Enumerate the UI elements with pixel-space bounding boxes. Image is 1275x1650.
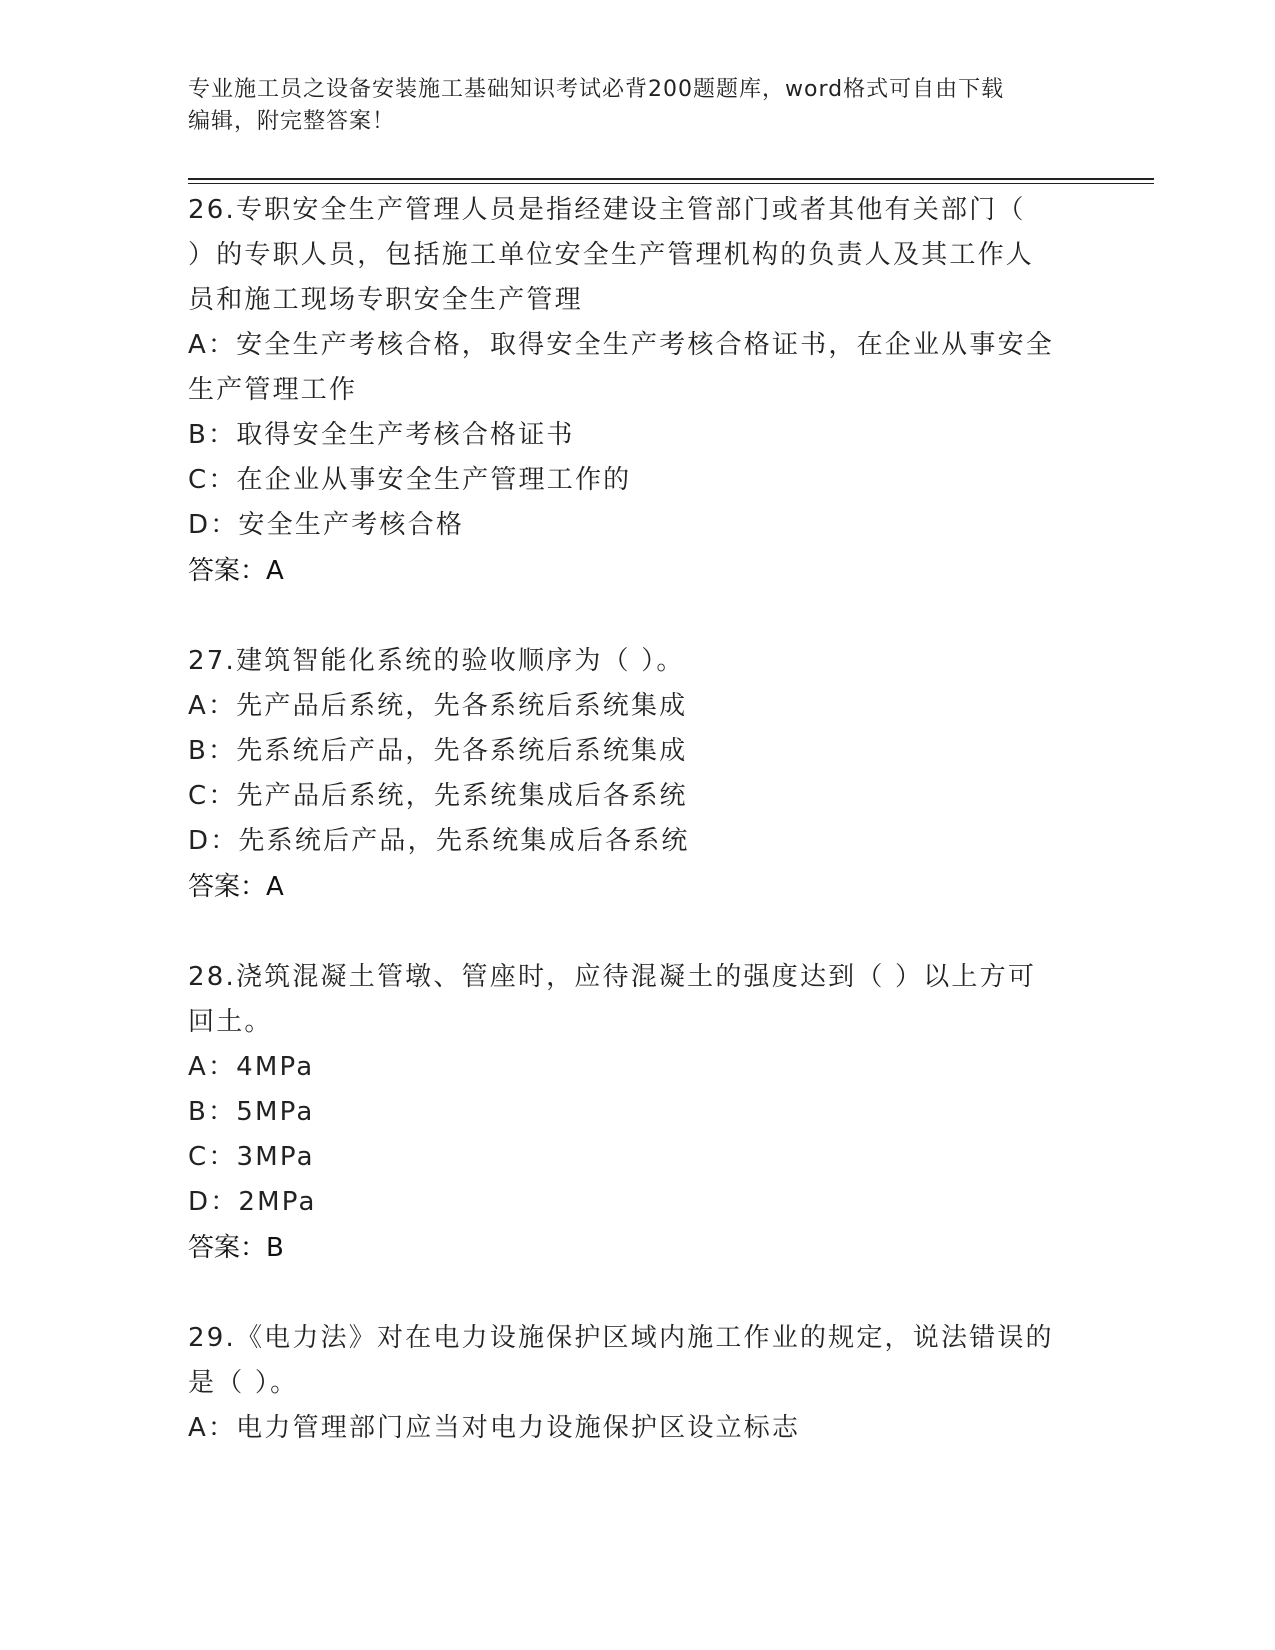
option-a: A：安全生产考核合格，取得安全生产考核合格证书，在企业从事安全 xyxy=(188,330,1054,360)
header-line-2: 编辑，附完整答案！ xyxy=(188,109,396,134)
option-d: D：先系统后产品，先系统集成后各系统 xyxy=(188,826,690,856)
option-c: C：先产品后系统，先系统集成后各系统 xyxy=(188,781,688,811)
question-stem-line: 回土。 xyxy=(188,1007,273,1037)
option-a: A：先产品后系统，先各系统后系统集成 xyxy=(188,691,688,721)
question-26 xyxy=(188,188,1088,594)
answer-line: 答案：A xyxy=(188,872,284,902)
question-stem-line: 26.专职安全生产管理人员是指经建设主管部门或者其他有关部门（ xyxy=(188,195,1026,225)
question-stem-line: ）的专职人员，包括施工单位安全生产管理机构的负责人及其工作人 xyxy=(188,240,1035,270)
question-stem-line: 29.《电力法》对在电力设施保护区域内施工作业的规定，说法错误的 xyxy=(188,1323,1054,1353)
option-c: C：在企业从事安全生产管理工作的 xyxy=(188,465,632,495)
header-divider-thin xyxy=(188,183,1154,184)
question-stem-line: 员和施工现场专职安全生产管理 xyxy=(188,285,583,315)
question-spacer xyxy=(188,594,1088,639)
option-c: C：3MPa xyxy=(188,1142,315,1172)
question-list xyxy=(188,188,1088,1451)
option-a-continued: 生产管理工作 xyxy=(188,375,358,405)
option-d: D：安全生产考核合格 xyxy=(188,510,465,540)
question-spacer xyxy=(188,1271,1088,1316)
option-d: D：2MPa xyxy=(188,1187,317,1217)
option-b: B：5MPa xyxy=(188,1097,315,1127)
question-spacer xyxy=(188,910,1088,955)
option-b: B：取得安全生产考核合格证书 xyxy=(188,420,575,450)
header-line-1: 专业施工员之设备安装施工基础知识考试必背200题题库，word格式可自由下载 xyxy=(188,77,1005,102)
question-27 xyxy=(188,639,1088,910)
question-stem-line: 是（ ）。 xyxy=(188,1368,299,1398)
option-b: B：先系统后产品，先各系统后系统集成 xyxy=(188,736,688,766)
option-a: A：4MPa xyxy=(188,1052,315,1082)
question-29 xyxy=(188,1316,1088,1451)
document-header xyxy=(188,74,1068,138)
question-28 xyxy=(188,955,1088,1271)
question-stem-line: 27.建筑智能化系统的验收顺序为（ ）。 xyxy=(188,646,685,676)
answer-line: 答案：A xyxy=(188,556,284,586)
header-divider-thick xyxy=(188,178,1154,180)
question-stem-line: 28.浇筑混凝土管墩、管座时，应待混凝土的强度达到（ ）以上方可 xyxy=(188,962,1037,992)
answer-line: 答案：B xyxy=(188,1233,284,1263)
option-a: A：电力管理部门应当对电力设施保护区设立标志 xyxy=(188,1413,801,1443)
